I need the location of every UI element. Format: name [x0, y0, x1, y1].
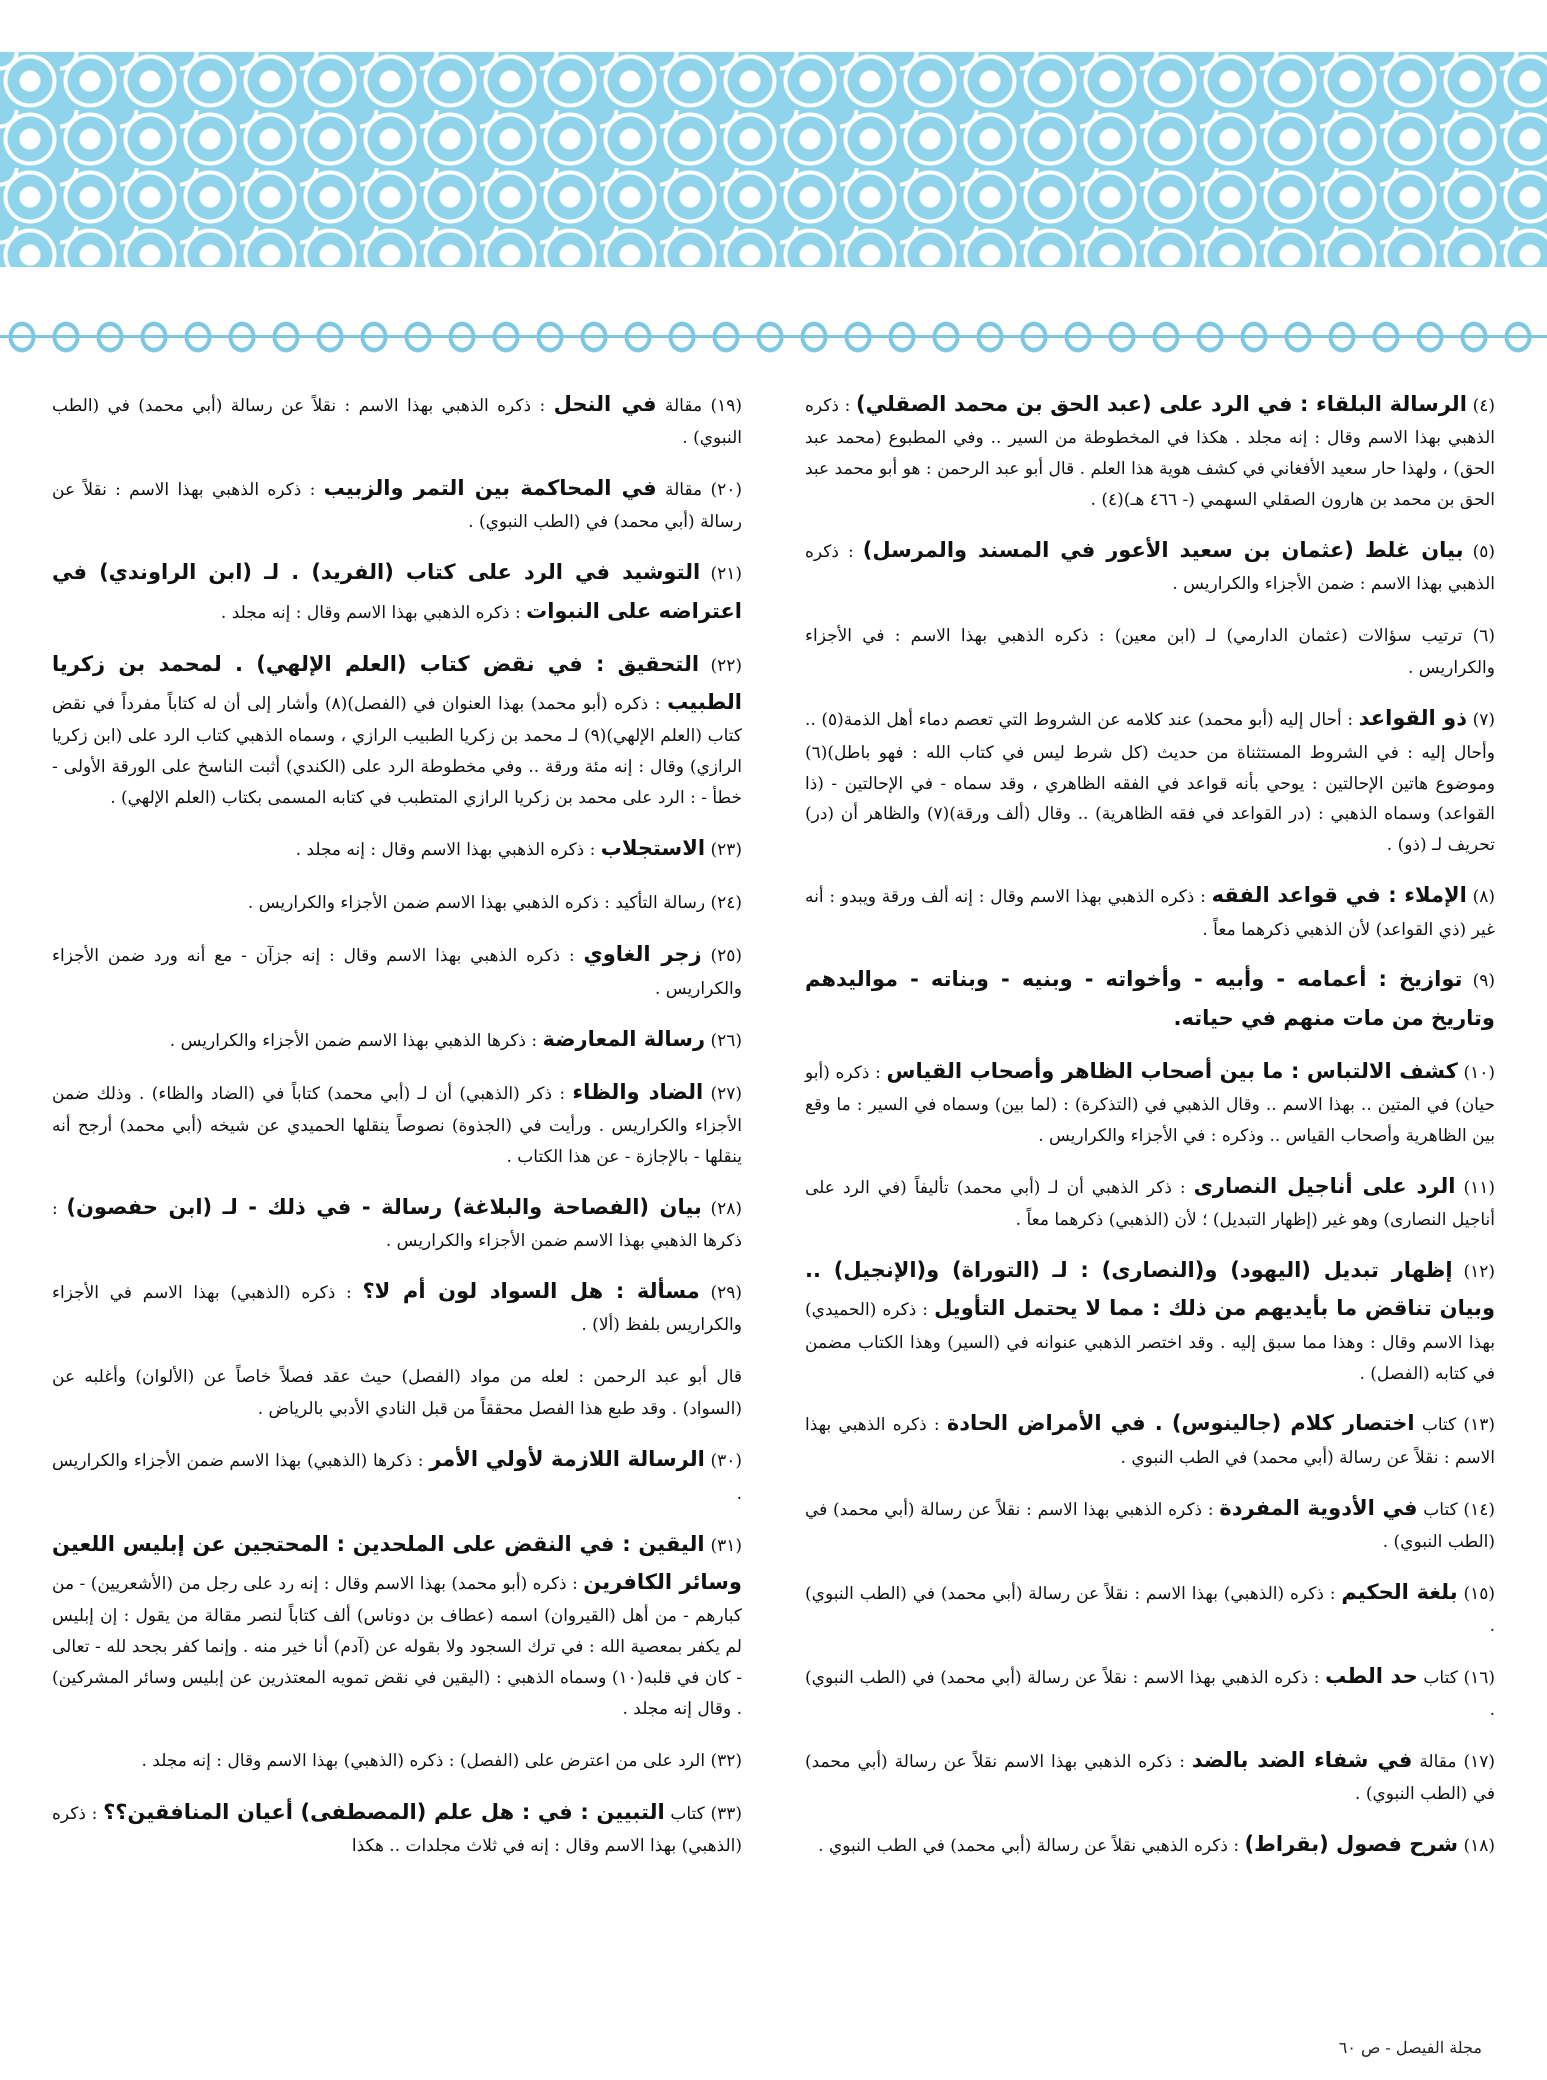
article-columns	[52, 385, 1495, 2035]
entry-number: (٢١)	[700, 564, 742, 585]
entry-description: : ذكرها الذهبي بهذا الاسم ضمن الأجزاء والكراريس .	[169, 1030, 543, 1051]
bibliography-entry	[52, 1356, 742, 1425]
entry-number: (٣١)	[704, 1535, 742, 1556]
page-footer: مجلة الفيصل - ص ٦٠	[1338, 2038, 1482, 2057]
entry-number: (٢٤)	[705, 893, 742, 914]
entry-number: (٢٩)	[699, 1283, 742, 1304]
entry-title: في الأدوية المفردة	[1219, 1495, 1418, 1520]
left-column	[52, 385, 742, 2035]
entry-title: في المحاكمة بين التمر والزبيب	[323, 476, 657, 501]
entry-number: (١٧) مقالة	[1412, 1752, 1496, 1773]
bibliography-entry	[52, 1440, 742, 1509]
entry-title: اليقين : في النقض على الملحدين : المحتجين عن إبليس اللعين وسائر الكافرين	[52, 1531, 742, 1594]
entry-description: : ذكره (أبو حيان) في المتين .. بهذا الاسم .. وقال الذهبي في (التذكرة) : (لما بين) وسماه في السير : ما وقع بين الظاهرية وأصحاب القياس .. وذكره : في الأجزاء والكراريس .	[805, 1062, 1495, 1147]
bibliography-entry	[805, 1657, 1495, 1726]
entry-description: : ذكره الذهبي بهذا الاسم وقال : إنه مجلد . هكذا في المخطوطة من السير .. وفي المطبوع (محمد عبد الحق) ، ولهذا حار سعيد الأفغاني في كشف هوية هذا العلم . قال أبو عبد الرحمن : هو أبو محمد عبد الحق بن محمد بن هارون الصقلي السهمي (- ٤٦٦ هـ)(٤) .	[805, 396, 1495, 511]
entry-title: الرد على أناجيل النصارى	[1193, 1174, 1456, 1198]
bibliography-entry	[805, 1741, 1495, 1810]
bibliography-entry	[805, 960, 1495, 1036]
entry-description: : ذكره (الذهبي) بهذا الاسم وقال : إنه في ثلاث مجلدات .. هكذا	[52, 1803, 742, 1857]
entry-number: (٢٨)	[701, 1198, 742, 1219]
entry-description: : ذكره (الحميدي) بهذا الاسم وقال : وهذا مما سبق إليه . وقد اختصر الذهبي عنوانه في (السير) وهذا الكتاب مضمن في كتابه (الفصل) .	[805, 1300, 1495, 1384]
entry-number: (٢٧)	[703, 1083, 742, 1104]
entry-description: ترتيب سؤالات (عثمان الدارمي) لـ (ابن معين) : ذكره الذهبي بهذا الاسم : في الأجزاء والكراريس .	[805, 626, 1495, 679]
entry-description: : ذكره الذهبي بهذا الاسم نقلاً عن رسالة (أبي محمد) في (الطب النبوي) .	[805, 1752, 1495, 1805]
bibliography-entry	[52, 882, 742, 920]
entry-description: : ذكره الذهبي بهذا الاسم وقال : إنه جزآن - مع أنه ورد ضمن الأجزاء والكراريس .	[52, 946, 742, 999]
entry-title: التبيين : في : هل علم (المصطفى) أعيان المنافقين؟؟	[103, 1799, 665, 1824]
entry-title: التحقيق : في نقض كتاب (العلم الإلهي) . لمحمد بن زكريا الطبيب	[52, 651, 742, 714]
bibliography-entry	[52, 1525, 742, 1725]
entry-number: (٩)	[1462, 971, 1495, 992]
entry-number: (٣٣) كتاب	[664, 1803, 742, 1824]
entry-title: زجر الغاوي	[583, 942, 702, 967]
entry-title: الإملاء : في قواعد الفقه	[1211, 883, 1467, 908]
entry-title: شرح فصول (بقراط)	[1244, 1832, 1459, 1857]
bibliography-entry	[805, 876, 1495, 945]
entry-title: بيان (الفصاحة والبلاغة) رسالة - في ذلك - لـ (ابن حفصون)	[66, 1194, 702, 1219]
entry-description: : ذكره الذهبي بهذا الاسم : نقلاً عن رسالة (أبي محمد) في (الطب النبوي) .	[805, 1499, 1495, 1552]
entry-number: (١٥)	[1457, 1583, 1496, 1604]
entry-description: : ذكره الذهبي بهذا الاسم وقال : إنه ألف ورقة ويبدو : أنه غير (ذي القواعد) لأن الذهبي ذكرهما معاً .	[805, 887, 1495, 940]
entry-title: إظهار تبديل (اليهود) و(النصارى) : لـ (التوراة) و(الإنجيل) .. وبيان تناقض ما بأيديهم من ذلك : مما لا يحتمل التأويل	[805, 1258, 1495, 1321]
bibliography-entry	[805, 1489, 1495, 1558]
entry-number: (٥)	[1463, 542, 1495, 563]
entry-description: : ذكرها الذهبي بهذا الاسم ضمن الأجزاء والكراريس .	[52, 1198, 742, 1252]
entry-title: كشف الالتباس : ما بين أصحاب الظاهر وأصحاب القياس	[886, 1058, 1458, 1083]
entry-description: : ذكره الذهبي بهذا الاسم وقال : إنه مجلد .	[295, 840, 601, 860]
entry-title: بيان غلط (عثمان بن سعيد الأعور في المسند والمرسل)	[862, 538, 1464, 563]
entry-description: : ذكره الذهبي بهذا الاسم : ضمن الأجزاء والكراريس .	[805, 542, 1495, 595]
entry-description: : ذكره (الذهبي) بهذا الاسم : نقلاً عن رسالة (أبي محمد) في (الطب النبوي) .	[805, 1583, 1495, 1636]
entry-number: (٣٢)	[705, 1750, 742, 1771]
entry-description: : ذكر (الذهبي) أن لـ (أبي محمد) كتاباً في (الضاد والظاء) . وذلك ضمن الأجزاء والكراريس . ورأيت في (الجذوة) نصوصاً ينقلها الحميدي عن شيخه (أبي محمد) أرجح أنه ينقلها - بالإجازة - عن هذا الكتاب .	[52, 1083, 742, 1167]
entry-title: في النحل	[553, 392, 657, 416]
bibliography-entry	[52, 1020, 742, 1058]
bibliography-entry	[52, 1188, 742, 1257]
entry-title: الضاد والظاء	[572, 1079, 704, 1104]
entry-title: الرسالة اللازمة لأولي الأمر	[429, 1447, 705, 1472]
bibliography-entry	[805, 615, 1495, 684]
entry-description: : ذكره (الذهبي) بهذا الاسم في الأجزاء والكراريس بلفظ (ألا) .	[52, 1283, 742, 1336]
entry-number: (١٦) كتاب	[1417, 1667, 1495, 1688]
bibliography-entry	[52, 553, 742, 629]
entry-description: : أحال إليه (أبو محمد) عند كلامه عن الشروط التي تعصم دماء أهل الذمة(٥) .. وأحال إليه : في الشروط المستثناة من حديث (كل شرط ليس في كتاب الله : فهو باطل)(٦) وموضوع هاتين الإحالتين : يوحي بأنه قواعد في الفقه الظاهري ، وقد سماه - في الإحالتين - (ذا القواعد) وسماه الذهبي : (در القواعد في فقه الظاهرية) .. وقال (ألف ورقة)(٧) والظاهر أن (در) تحريف لـ (ذو) .	[805, 710, 1495, 856]
bibliography-entry	[52, 1740, 742, 1778]
entry-number: (٤)	[1466, 396, 1495, 416]
entry-number: (٢٥)	[701, 946, 742, 967]
entry-title: مسألة : هل السواد لون أم لا؟	[362, 1279, 700, 1304]
entry-description: : ذكر الذهبي أن لـ (أبي محمد) تأليفاً (في الرد على أناجيل النصارى) وهو غير (إظهار التبديل) ؛ لأن (الذهبي) ذكرهما معاً .	[805, 1178, 1495, 1231]
entry-title: في شفاء الضد بالضد	[1191, 1748, 1413, 1773]
bibliography-entry	[52, 469, 742, 538]
entry-number: (٦)	[1462, 626, 1495, 647]
bibliography-entry	[52, 935, 742, 1004]
entry-title: الرسالة البلقاء : في الرد على (عبد الحق بن محمد الصقلي)	[856, 392, 1467, 416]
bibliography-entry	[52, 1073, 742, 1173]
entry-number: (١٤) كتاب	[1417, 1499, 1495, 1520]
decorative-border-strip	[0, 312, 1547, 362]
entry-title: اختصار كلام (جالينوس) . في الأمراض الحادة	[946, 1411, 1415, 1436]
entry-description: الرد على من اعترض على (الفصل) : ذكره (الذهبي) بهذا الاسم وقال : إنه مجلد .	[141, 1750, 706, 1771]
entry-description: رسالة التأكيد : ذكره الذهبي بهذا الاسم ضمن الأجزاء والكراريس .	[247, 893, 706, 914]
entry-number: (٢٢)	[699, 655, 742, 676]
bibliography-entry	[52, 829, 742, 867]
entry-number: (٧)	[1467, 710, 1495, 731]
bibliography-entry	[805, 699, 1495, 861]
bibliography-entry	[52, 645, 742, 814]
entry-number: (٢٣)	[705, 840, 742, 860]
entry-description: قال أبو عبد الرحمن : لعله من مواد (الفصل) حيث عقد فصلاً خاصاً عن (الألوان) وأغلبه عن (السواد) . وقد طبع هذا الفصل محققاً من قبل النادي الأدبي بالرياض .	[52, 1367, 742, 1420]
entry-number: (١٨)	[1458, 1836, 1495, 1857]
bibliography-entry	[805, 1825, 1495, 1863]
entry-number: (١٢)	[1452, 1262, 1495, 1283]
right-column	[805, 385, 1495, 2035]
entry-title: التوشيد في الرد على كتاب (الفريد) . لـ (ابن الراوندي) في اعتراضه على النبوات	[52, 560, 742, 623]
entry-description: : ذكره الذهبي بهذا الاسم : نقلاً عن رسالة (أبي محمد) في الطب النبوي .	[805, 1415, 1495, 1468]
decorative-arabesque-banner	[0, 52, 1547, 267]
bibliography-entry	[805, 1167, 1495, 1236]
bibliography-entry	[805, 1251, 1495, 1389]
bibliography-entry	[52, 385, 742, 454]
entry-number: (١٩) مقالة	[656, 396, 742, 416]
bibliography-entry	[52, 1793, 742, 1862]
entry-description: : ذكرها (الذهبي) بهذا الاسم ضمن الأجزاء والكراريس .	[52, 1451, 742, 1504]
entry-description: : ذكره الذهبي بهذا الاسم : نقلاً عن رسالة (أبي محمد) في (الطب النبوي) .	[805, 1667, 1495, 1721]
entry-number: (١٠)	[1457, 1062, 1495, 1083]
entry-description: : ذكره (أبو محمد) بهذا العنوان في (الفصل)(٨) وأشار إلى أن له كتاباً مفرداً في نقض كتاب (العلم الإلهي)(٩) لـ محمد بن زكريا الطبيب الرازي ، وسماه الذهبي كتاب الرد على (ابن زكريا الرازي) وقال : إنه مئة ورقة .. وفي مخطوطة الرد على (الكندي) أثبت الناسخ على الورقة الأولى - خطأ - : الرد على محمد بن زكريا الرازي المتطبب في كتابه المسمى بكتاب (العلم الإلهي) .	[52, 693, 742, 809]
entry-title: ذو القواعد	[1358, 706, 1467, 731]
entry-title: الاستجلاب	[600, 836, 706, 860]
entry-title: حد الطب	[1325, 1663, 1418, 1688]
entry-number: (٨)	[1466, 887, 1495, 908]
entry-description: : ذكره (أبو محمد) بهذا الاسم وقال : إنه رد على رجل من (الأشعريين) - من كبارهم - من أهل (القيروان) اسمه (عطاف بن دوناس) ألف كتاباً لنصر مقالة من يقول : إن إبليس لم يكفر بمعصية الله : في ترك السجود ولا بقوله عن (آدم) أنا خير منه . وإنما كفر بجحد لله - تعالى - كان في قلبه(١٠) وسماه الذهبي : (اليقين في نقض تمويه المعتذرين عن إبليس وسائر المشركين) . وقال إنه مجلد .	[52, 1573, 743, 1719]
entry-description: : ذكره الذهبي بهذا الاسم : نقلاً عن رسالة (أبي محمد) في (الطب النبوي) .	[52, 396, 742, 449]
entry-number: (١٣) كتاب	[1414, 1415, 1495, 1436]
bibliography-entry	[805, 531, 1495, 600]
entry-description: : ذكره الذهبي نقلاً عن رسالة (أبي محمد) في الطب النبوي .	[818, 1836, 1245, 1857]
entry-number: (١١)	[1455, 1178, 1495, 1198]
entry-number: (٣٠)	[704, 1451, 742, 1472]
entry-title: بلغة الحكيم	[1341, 1579, 1458, 1604]
bibliography-entry	[805, 1052, 1495, 1152]
entry-title: توازيخ : أعمامه - وأبيه - وأخواته - وبنيه - وبناته - مواليدهم وتاريخ من مات منهم في حياته.	[805, 967, 1495, 1030]
bibliography-entry	[805, 1404, 1495, 1473]
bibliography-entry	[805, 385, 1495, 516]
entry-title: رسالة المعارضة	[542, 1026, 706, 1051]
entry-description: : ذكره الذهبي بهذا الاسم وقال : إنه مجلد .	[220, 602, 527, 623]
entry-number: (٢٠) مقالة	[656, 480, 742, 501]
entry-number: (٢٦)	[705, 1030, 742, 1051]
bibliography-entry	[805, 1573, 1495, 1642]
bibliography-entry	[52, 1272, 742, 1341]
entry-description: : ذكره الذهبي بهذا الاسم : نقلاً عن رسالة (أبي محمد) في (الطب النبوي) .	[52, 480, 742, 533]
